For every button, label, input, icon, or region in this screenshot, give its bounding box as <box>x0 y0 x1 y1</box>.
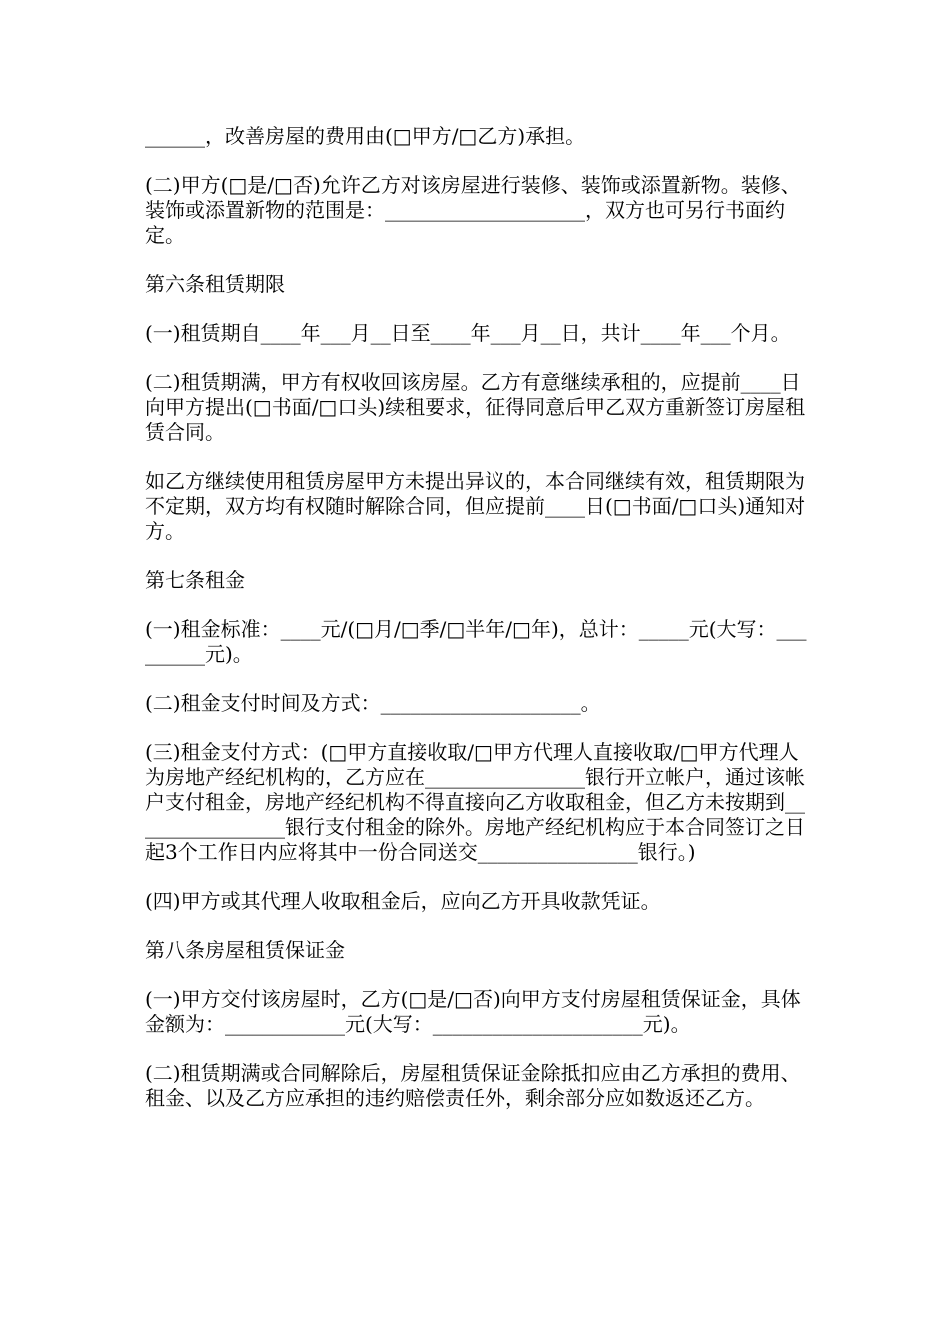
clause-6-2-renewal: (二)租赁期满，甲方有权收回该房屋。乙方有意继续承租的，应提前____日向甲方提出(□书面/□口头)续租要求，征得同意后甲乙双方重新签订房屋租赁合同。 <box>145 370 806 444</box>
clause-8-2-deposit-return: (二)租赁期满或合同解除后，房屋租赁保证金除抵扣应由乙方承担的费用、租金、以及乙方应承担的违约赔偿责任外，剩余部分应如数返还乙方。 <box>145 1061 801 1110</box>
clause-6-1-lease-term: (一)租赁期自____年___月__日至____年___月__日，共计____年___个月。 <box>145 321 791 345</box>
clause-7-1-rent-standard: (一)租金标准：____元/(□月/□季/□半年/□年)，总计：_____元(大写：_________元)。 <box>145 617 807 666</box>
clause-5-2-renovation: (二)甲方(□是/□否)允许乙方对该房屋进行装修、装饰或添置新物。装修、装饰或添置新物的范围是：____________________，双方也可另行书面约定。 <box>145 173 801 247</box>
clause-6-indefinite-term: 如乙方继续使用租赁房屋甲方未提出异议的，本合同继续有效，租赁期限为不定期，双方均有权随时解除合同，但应提前____日(□书面/□口头)通知对方。 <box>145 469 806 543</box>
clause-8-1-deposit: (一)甲方交付该房屋时，乙方(□是/□否)向甲方支付房屋租赁保证金，具体金额为：____________元(大写：_____________________元)。 <box>145 987 801 1036</box>
clause-7-3-payment-method: (三)租金支付方式：(□甲方直接收取/□甲方代理人直接收取/□甲方代理人为房地产经纪机构的，乙方应在________________银行开立帐户，通过该帐户支付租金，房地产经纪机构不得直接向乙方收取租金，但乙方未按期到________________银行支付租金的除外。房地产经纪机构应于本合同签订之日起3个工作日内应将其中一份合同送交________________银行。) <box>145 740 805 864</box>
clause-7-4-receipt: (四)甲方或其代理人收取租金后，应向乙方开具收款凭证。 <box>145 889 661 913</box>
clause-improvement-cost: ______，改善房屋的费用由(□甲方/□乙方)承担。 <box>145 124 586 148</box>
article-6-heading: 第六条租赁期限 <box>145 272 285 296</box>
clause-7-2-payment-time: (二)租金支付时间及方式：____________________。 <box>145 691 601 715</box>
article-7-heading: 第七条租金 <box>145 568 245 592</box>
document-page <box>145 124 810 1135</box>
article-8-heading: 第八条房屋租赁保证金 <box>145 938 345 962</box>
